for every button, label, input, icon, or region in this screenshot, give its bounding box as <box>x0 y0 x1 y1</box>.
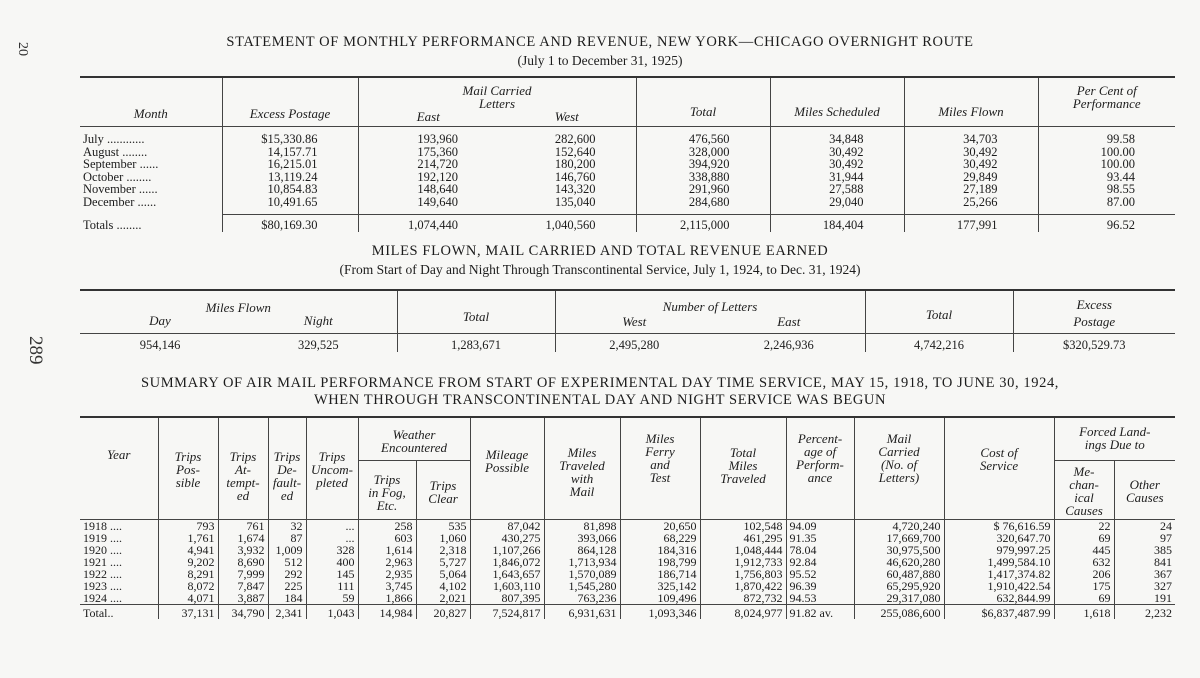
header-trips-attempted: Trips At- tempt- ed <box>218 417 268 520</box>
cell-trips-attempted: 3,887 <box>218 592 268 605</box>
cell-year: 1923 .... <box>83 579 122 593</box>
cell-total-miles: 1,048,444 <box>700 544 786 556</box>
cell-miles-flown: 30,492 <box>904 158 1038 171</box>
cell-miles-ferry: 186,714 <box>620 568 700 580</box>
header-trips-defaulted: Trips De- fault- ed <box>268 417 306 520</box>
header-letters: Letters <box>358 97 636 110</box>
header-number-of-letters: Number of Letters <box>555 290 865 314</box>
cell-mileage-possible: 1,643,657 <box>470 568 544 580</box>
cell-miles-flown: 29,849 <box>904 171 1038 184</box>
cell-percentage: 92.84 <box>786 556 854 568</box>
header-mail-carried-2: Mail Carried (No. of Letters) <box>854 417 944 520</box>
value-excess-postage: $320,529.73 <box>1013 334 1175 352</box>
cell-mileage-possible: 1,846,072 <box>470 556 544 568</box>
cell-trips-possible: 9,202 <box>158 556 218 568</box>
cell-trips-attempted: 8,690 <box>218 556 268 568</box>
header-west-2: West <box>555 314 713 334</box>
cell-trips-uncompleted: 328 <box>306 544 358 556</box>
header-cost: Cost of Service <box>944 417 1054 520</box>
cell-total: 338,880 <box>636 171 770 184</box>
cell-mail-carried: 17,669,700 <box>854 532 944 544</box>
header-month: Month <box>80 77 222 127</box>
cell-total-miles: 1,912,733 <box>700 556 786 568</box>
header-total-miles: Total Miles Traveled <box>700 417 786 520</box>
cell-mail-carried: 65,295,920 <box>854 580 944 592</box>
cell-mechanical: 22 <box>1054 520 1114 533</box>
totals-miles-scheduled: 184,404 <box>770 215 904 232</box>
cell-east: 149,640 <box>358 196 498 215</box>
header-trips-uncompleted: Trips Uncom- pleted <box>306 417 358 520</box>
table3-title-line2: WHEN THROUGH TRANSCONTINENTAL DAY AND NIGHT SERVICE WAS BEGUN <box>313 392 887 408</box>
cell-percentage: 94.09 <box>786 520 854 533</box>
value-total: 1,283,671 <box>397 334 555 352</box>
cell-mechanical: 445 <box>1054 544 1114 556</box>
header-miles-ferry: Miles Ferry and Test <box>620 417 700 520</box>
cell-miles-ferry: 184,316 <box>620 544 700 556</box>
cell-trips-uncompleted: 145 <box>306 568 358 580</box>
cell-total-miles: 1,756,803 <box>700 568 786 580</box>
cell-other: 97 <box>1114 532 1175 544</box>
cell-mechanical: 206 <box>1054 568 1114 580</box>
cell-trips-defaulted: 32 <box>268 520 306 533</box>
cell-miles-flown: 27,189 <box>904 183 1038 196</box>
cell-mileage-possible: 7,524,817 <box>470 605 544 620</box>
page-number-top: 20 <box>15 42 30 56</box>
header-trips-possible: Trips Pos- sible <box>158 417 218 520</box>
cell-trips-attempted: 1,674 <box>218 532 268 544</box>
table-row <box>80 196 1175 215</box>
cell-miles-flown: 34,703 <box>904 127 1038 146</box>
cell-trips-clear: 1,060 <box>416 532 470 544</box>
cell-cost: $6,837,487.99 <box>944 605 1054 620</box>
cell-excess-postage: 10,854.83 <box>222 183 358 196</box>
header-total: Total <box>636 77 770 127</box>
cell-miles-traveled-mail: 81,898 <box>544 520 620 533</box>
cell-year: 1920 .... <box>83 543 122 557</box>
cell-mileage-possible: 87,042 <box>470 520 544 533</box>
page-number-side: 289 <box>25 336 46 365</box>
cell-percentage: 91.35 <box>786 532 854 544</box>
cell-mileage-possible: 1,107,266 <box>470 544 544 556</box>
cell-total: 476,560 <box>636 127 770 146</box>
cell-total-miles: 872,732 <box>700 592 786 605</box>
cell-total: 394,920 <box>636 158 770 171</box>
header-west: West <box>498 110 636 127</box>
table2-title: MILES FLOWN, MAIL CARRIED AND TOTAL REVENUE EARNED <box>371 243 829 259</box>
cell-cost: 1,910,422.54 <box>944 580 1054 592</box>
cell-other: 385 <box>1114 544 1175 556</box>
cell-total-miles: 8,024,977 <box>700 605 786 620</box>
cell-trips-defaulted: 225 <box>268 580 306 592</box>
cell-year: 1919 .... <box>83 531 122 545</box>
cell-excess-postage: $15,330.86 <box>222 127 358 146</box>
cell-mileage-possible: 807,395 <box>470 592 544 605</box>
cell-year: Total.. <box>80 605 158 620</box>
cell-trips-possible: 1,761 <box>158 532 218 544</box>
cell-trips-defaulted: 292 <box>268 568 306 580</box>
cell-per-cent: 93.44 <box>1038 171 1175 184</box>
header-east: East <box>358 110 498 127</box>
cell-trips-possible: 8,291 <box>158 568 218 580</box>
cell-trips-uncompleted: 59 <box>306 592 358 605</box>
cell-excess-postage: 13,119.24 <box>222 171 358 184</box>
value-west: 2,495,280 <box>555 334 713 352</box>
cell-trips-clear: 4,102 <box>416 580 470 592</box>
cell-mail-carried: 60,487,880 <box>854 568 944 580</box>
cell-trips-uncompleted: ... <box>306 520 358 533</box>
cell-months: July ............ <box>83 132 145 146</box>
cell-west: 135,040 <box>498 196 636 215</box>
cell-mail-carried: 30,975,500 <box>854 544 944 556</box>
totals-excess-postage: $80,169.30 <box>222 215 358 232</box>
cell-trips-fog: 603 <box>358 532 416 544</box>
header-total-2: Total <box>397 290 555 334</box>
cell-miles-ferry: 1,093,346 <box>620 605 700 620</box>
totals-east: 1,074,440 <box>358 215 498 232</box>
cell-cost: 1,499,584.10 <box>944 556 1054 568</box>
cell-west: 152,640 <box>554 144 596 159</box>
header-postage: Postage <box>1013 314 1175 334</box>
header-mileage-possible: Mileage Possible <box>470 417 544 520</box>
cell-trips-possible: 8,072 <box>158 580 218 592</box>
table-row <box>80 183 1175 196</box>
cell-trips-fog: 14,984 <box>358 605 416 620</box>
totals-miles-flown: 177,991 <box>904 215 1038 232</box>
table2-subtitle: (From Start of Day and Night Through Transcontinental Service, July 1, 1924, to Dec. 31, 1924) <box>339 262 861 277</box>
cell-trips-possible: 793 <box>158 520 218 533</box>
header-miles-traveled-mail: Miles Traveled with Mail <box>544 417 620 520</box>
header-total-letters: Total <box>865 290 1013 334</box>
header-forced-landings: Forced Land- ings Due to <box>1054 417 1175 461</box>
cell-miles-flown: 25,266 <box>904 196 1038 215</box>
header-trips-fog: Trips in Fog, Etc. <box>358 461 416 520</box>
cell-miles-scheduled: 34,848 <box>770 127 904 146</box>
cell-miles-scheduled: 29,040 <box>770 196 904 215</box>
cell-trips-fog: 2,935 <box>358 568 416 580</box>
cell-per-cent: 99.58 <box>1038 127 1175 146</box>
cell-miles-ferry: 198,799 <box>620 556 700 568</box>
cell-mail-carried: 255,086,600 <box>854 605 944 620</box>
header-east-2: East <box>713 314 865 334</box>
cell-cost: $ 76,616.59 <box>944 520 1054 533</box>
cell-trips-defaulted: 2,341 <box>268 605 306 620</box>
cell-trips-fog: 2,963 <box>358 556 416 568</box>
cell-trips-uncompleted: 400 <box>306 556 358 568</box>
value-east: 2,246,936 <box>763 338 814 352</box>
cell-east: 193,960 <box>358 127 498 146</box>
cell-mileage-possible: 430,275 <box>470 532 544 544</box>
cell-months: September ...... <box>83 157 159 171</box>
cell-total: 291,960 <box>636 183 770 196</box>
cell-mail-carried: 29,317,080 <box>854 592 944 605</box>
cell-trips-possible: 4,071 <box>158 592 218 605</box>
cell-excess-postage: 10,491.65 <box>222 196 358 215</box>
cell-cost: 320,647.70 <box>944 532 1054 544</box>
cell-trips-defaulted: 512 <box>268 556 306 568</box>
table-row <box>80 127 1175 146</box>
cell-miles-scheduled: 31,944 <box>770 171 904 184</box>
cell-other: 367 <box>1114 568 1175 580</box>
cell-trips-clear: 535 <box>416 520 470 533</box>
cell-trips-attempted: 761 <box>218 520 268 533</box>
header-other: Other Causes <box>1114 461 1175 520</box>
cell-trips-defaulted: 87 <box>268 532 306 544</box>
cell-trips-defaulted: 184 <box>268 592 306 605</box>
cell-excess-postage: 14,157.71 <box>222 146 358 159</box>
cell-mail-carried: 4,720,240 <box>854 520 944 533</box>
header-mechanical: Me- chan- ical Causes <box>1054 461 1114 520</box>
cell-west: 282,600 <box>554 132 596 146</box>
cell-miles-traveled-mail: 864,128 <box>544 544 620 556</box>
totals-west: 1,040,560 <box>545 218 596 232</box>
cell-west: 180,200 <box>554 157 596 171</box>
cell-trips-attempted: 7,999 <box>218 568 268 580</box>
cell-trips-attempted: 7,847 <box>218 580 268 592</box>
cell-miles-traveled-mail: 1,713,934 <box>544 556 620 568</box>
cell-per-cent: 100.00 <box>1038 158 1175 171</box>
cell-total-miles: 1,870,422 <box>700 580 786 592</box>
cell-trips-clear: 5,727 <box>416 556 470 568</box>
header-percentage: Percent- age of Perform- ance <box>786 417 854 520</box>
header-per-cent: Per Cent of <box>1038 77 1175 97</box>
totals-row <box>80 605 1175 620</box>
cell-trips-fog: 3,745 <box>358 580 416 592</box>
cell-east: 214,720 <box>358 158 498 171</box>
cell-other: 841 <box>1114 556 1175 568</box>
cell-cost: 979,997.25 <box>944 544 1054 556</box>
cell-trips-uncompleted: 1,043 <box>306 605 358 620</box>
cell-trips-clear: 20,827 <box>416 605 470 620</box>
cell-miles-ferry: 20,650 <box>620 520 700 533</box>
cell-trips-clear: 5,064 <box>416 568 470 580</box>
header-night: Night <box>240 314 397 334</box>
cell-percentage: 95.52 <box>786 568 854 580</box>
cell-trips-defaulted: 1,009 <box>268 544 306 556</box>
cell-mechanical: 69 <box>1054 592 1114 605</box>
cell-total: 284,680 <box>636 196 770 215</box>
cell-year: 1921 .... <box>83 555 122 569</box>
cell-mechanical: 1,618 <box>1054 605 1114 620</box>
cell-percentage: 78.04 <box>786 544 854 556</box>
cell-percentage: 96.39 <box>786 580 854 592</box>
header-miles-flown-2: Miles Flown <box>205 300 271 315</box>
cell-per-cent: 98.55 <box>1038 183 1175 196</box>
value-day: 954,146 <box>139 338 181 352</box>
value-total-letters: 4,742,216 <box>865 334 1013 352</box>
cell-trips-clear: 2,021 <box>416 592 470 605</box>
value-night: 329,525 <box>297 338 339 352</box>
cell-months: November ...... <box>83 182 158 196</box>
cell-months: October ........ <box>83 169 152 184</box>
table-row <box>80 592 1175 605</box>
cell-trips-possible: 4,941 <box>158 544 218 556</box>
cell-miles-scheduled: 30,492 <box>770 158 904 171</box>
cell-trips-uncompleted: ... <box>306 532 358 544</box>
cell-west: 146,760 <box>554 169 596 184</box>
cell-trips-attempted: 3,932 <box>218 544 268 556</box>
header-trips-clear: Trips Clear <box>416 461 470 520</box>
cell-east: 192,120 <box>358 171 498 184</box>
cell-mail-carried: 46,620,280 <box>854 556 944 568</box>
header-mail-carried: Mail Carried <box>358 77 636 97</box>
table-row <box>80 171 1175 184</box>
cell-cost: 1,417,374.82 <box>944 568 1054 580</box>
cell-trips-fog: 1,614 <box>358 544 416 556</box>
cell-miles-traveled-mail: 1,545,280 <box>544 580 620 592</box>
cell-percentage: 91.82 av. <box>786 605 854 620</box>
cell-other: 2,232 <box>1114 605 1175 620</box>
cell-miles-scheduled: 27,588 <box>770 183 904 196</box>
cell-west: 143,320 <box>554 182 596 196</box>
cell-total: 328,000 <box>636 146 770 159</box>
header-year: Year <box>80 417 158 520</box>
cell-east: 148,640 <box>358 183 498 196</box>
cell-miles-flown: 30,492 <box>904 146 1038 159</box>
cell-trips-possible: 37,131 <box>158 605 218 620</box>
cell-trips-fog: 258 <box>358 520 416 533</box>
cell-miles-traveled-mail: 393,066 <box>544 532 620 544</box>
cell-mechanical: 632 <box>1054 556 1114 568</box>
cell-per-cent: 87.00 <box>1038 196 1175 215</box>
summary-performance-table <box>80 416 1175 619</box>
header-excess-postage: Excess Postage <box>222 77 358 127</box>
miles-flown-table <box>80 289 1175 352</box>
cell-miles-traveled-mail: 6,931,631 <box>544 605 620 620</box>
cell-miles-ferry: 68,229 <box>620 532 700 544</box>
table-row <box>80 146 1175 159</box>
cell-mechanical: 69 <box>1054 532 1114 544</box>
cell-total-miles: 461,295 <box>700 532 786 544</box>
table3-title: SUMMARY OF AIR MAIL PERFORMANCE FROM START OF EXPERIMENTAL DAY TIME SERVICE, MAY 15, 1918, TO JUNE 30, 1924, <box>140 375 1060 391</box>
header-excess: Excess <box>1013 290 1175 314</box>
cell-trips-attempted: 34,790 <box>218 605 268 620</box>
header-performance: Performance <box>1038 97 1175 127</box>
header-miles-scheduled: Miles Scheduled <box>770 77 904 127</box>
cell-year: 1924 .... <box>83 591 122 605</box>
cell-miles-traveled-mail: 763,236 <box>544 592 620 605</box>
cell-total-miles: 102,548 <box>700 520 786 533</box>
header-miles-flown: Miles Flown <box>904 77 1038 127</box>
cell-cost: 632,844.99 <box>944 592 1054 605</box>
header-day: Day <box>80 314 240 334</box>
cell-other: 327 <box>1114 580 1175 592</box>
cell-miles-scheduled: 30,492 <box>770 146 904 159</box>
totals-total: 2,115,000 <box>636 215 770 232</box>
cell-miles-ferry: 109,496 <box>620 592 700 605</box>
cell-months: December ...... <box>83 194 157 209</box>
cell-mileage-possible: 1,603,110 <box>470 580 544 592</box>
table-row <box>80 158 1175 171</box>
cell-other: 24 <box>1114 520 1175 533</box>
cell-percentage: 94.53 <box>786 592 854 605</box>
cell-year: 1922 .... <box>83 567 122 581</box>
cell-trips-clear: 2,318 <box>416 544 470 556</box>
monthly-performance-table <box>80 76 1175 232</box>
cell-trips-uncompleted: 111 <box>306 580 358 592</box>
cell-trips-fog: 1,866 <box>358 592 416 605</box>
cell-east: 175,360 <box>358 146 498 159</box>
cell-excess-postage: 16,215.01 <box>222 158 358 171</box>
cell-months: August ........ <box>83 144 148 159</box>
cell-other: 191 <box>1114 592 1175 605</box>
cell-miles-ferry: 325,142 <box>620 580 700 592</box>
cell-mechanical: 175 <box>1054 580 1114 592</box>
totals-label: Totals ........ <box>83 217 142 232</box>
table1-title: STATEMENT OF MONTHLY PERFORMANCE AND REVENUE, NEW YORK—CHICAGO OVERNIGHT ROUTE <box>226 34 974 50</box>
cell-miles-traveled-mail: 1,570,089 <box>544 568 620 580</box>
header-weather: Weather Encountered <box>358 417 470 461</box>
table1-subtitle: (July 1 to December 31, 1925) <box>517 53 683 68</box>
cell-per-cent: 100.00 <box>1038 146 1175 159</box>
cell-year: 1918 .... <box>83 519 122 533</box>
totals-per-cent: 96.52 <box>1038 215 1175 232</box>
